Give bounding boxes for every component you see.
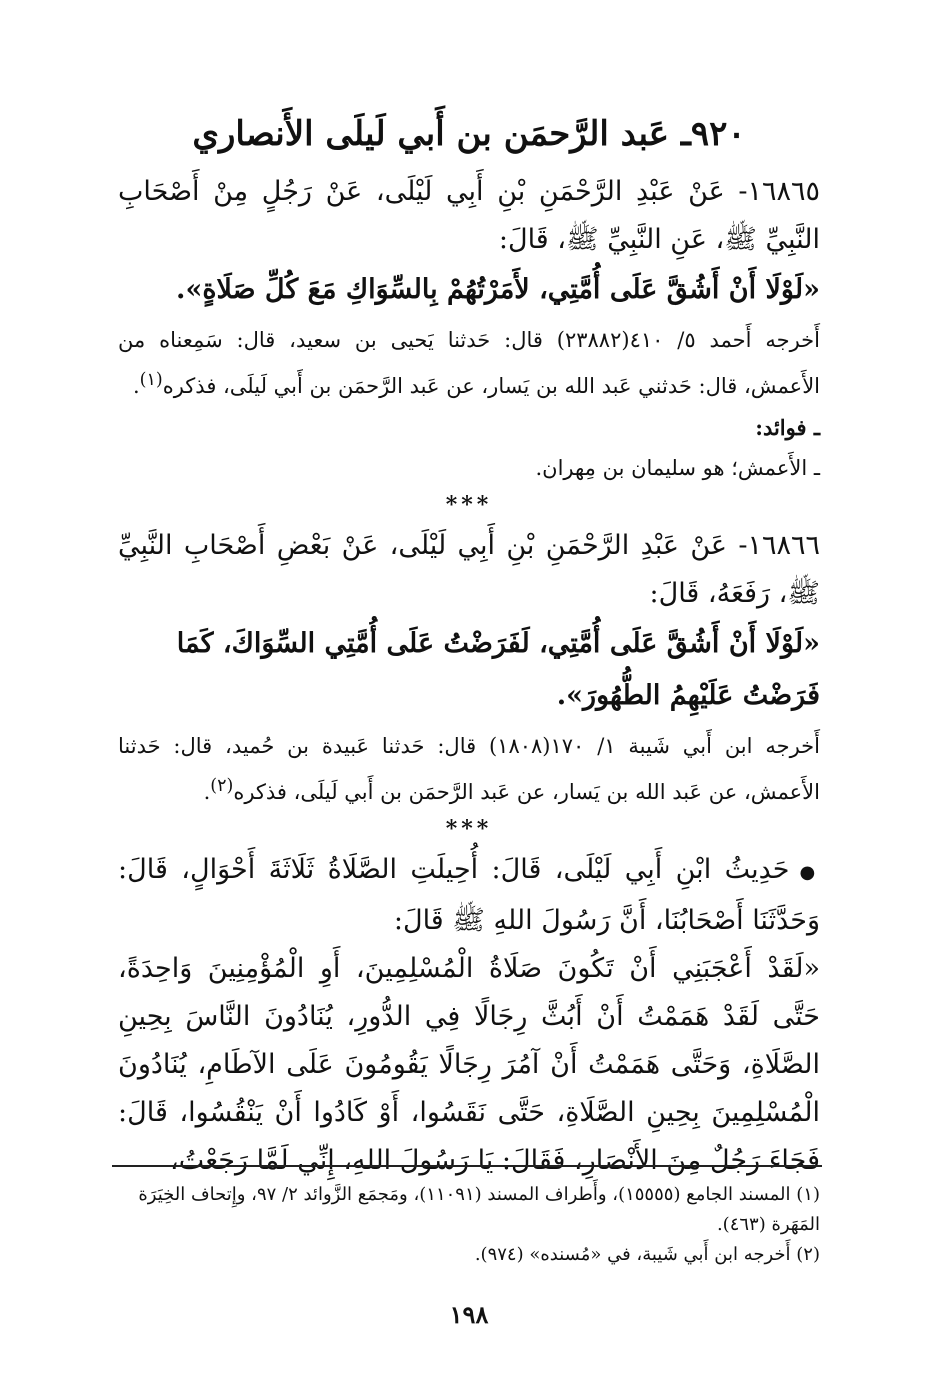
section-separator: *** — [445, 816, 493, 842]
takhrij-text: أَخرجه أَحمد ٥/ ٤١٠(٢٣٨٨٢) قال: حَدثنا يَحيى بن سعيد، قال: سَمِعناه من الأَعمش، قال: حَدثني عَبد الله بن يَسار، عن عَبد الرَّحمَن بن أَبي لَيلَى، فذكره — [118, 328, 820, 398]
page-number: ١٩٨ — [449, 1300, 489, 1329]
hadith-16866-isnad: ١٦٨٦٦- عَنْ عَبْدِ الرَّحْمَنِ بْنِ أَبِي لَيْلَى، عَنْ بَعْضِ أَصْحَابِ النَّبِيِّ ﷺ، رَفَعَهُ، قَالَ: — [118, 530, 820, 609]
hadith-16865-isnad: ١٦٨٦٥- عَنْ عَبْدِ الرَّحْمَنِ بْنِ أَبِي لَيْلَى، عَنْ رَجُلٍ مِنْ أَصْحَابِ النَّبِيِّ ﷺ، عَنِ النَّبِيِّ ﷺ، قَالَ: — [118, 176, 820, 255]
fawaid-item: ـ الأَعمش؛ هو سليمان بن مِهران. — [535, 456, 820, 480]
hadith-16865-takhrij: أَخرجه أَحمد ٥/ ٤١٠(٢٣٨٨٢) قال: حَدثنا يَحيى بن سعيد، قال: سَمِعناه من الأَعمش، قال: حَدثني عَبد الله بن يَسار، عن عَبد الرَّحمَن بن أَبي لَيلَى، فذكره$^{(١)}$. — [118, 328, 820, 398]
bullet-icon: ● — [799, 862, 820, 883]
takhrij-text: أَخرجه ابن أَبي شَيبة ١/ ١٧٠(١٨٠٨) قال: حَدثنا عَبيدة بن حُميد، قال: حَدثنا الأَعمش، عن عَبد الله بن يَسار، عن عَبد الرَّحمَن بن أَبي لَيلَى، فذكره — [118, 734, 820, 804]
hadith-16866-takhrij: أَخرجه ابن أَبي شَيبة ١/ ١٧٠(١٨٠٨) قال: حَدثنا عَبيدة بن حُميد، قال: حَدثنا الأَعمش، عن عَبد الله بن يَسار، عن عَبد الرَّحمَن بن أَبي لَيلَى، فذكره$^{(٢)}$. — [118, 734, 820, 804]
footnote-1: (١) المسند الجامع (١٥٥٥٥)، وأَطراف المسند (١١٠٩١)، ومَجمَع الزَّوائد ٢/ ٩٧، وإِتحاف الخِيَرَة المَهَرة (٤٦٣). — [138, 1184, 820, 1235]
footnote-ref-1[interactable]: (١) — [139, 370, 163, 390]
hadith-ibn-abi-layla-intro — [118, 846, 820, 945]
footnote-divider — [112, 1165, 822, 1167]
chapter-title: ٩٢٠ـ عَبد الرَّحمَن بن أَبي لَيلَى الأَنصاري — [192, 114, 746, 154]
hadith-16866-matn: «لَوْلَا أَنْ أَشُقَّ عَلَى أُمَّتِي، لَفَرَضْتُ عَلَى أُمَّتِي السِّوَاكَ، كَمَا فَرَضْتُ عَلَيْهِمُ الطُّهُورَ». — [176, 628, 820, 711]
footnote-ref-2[interactable]: (٢) — [210, 776, 234, 796]
footnotes — [118, 1180, 820, 1270]
hadith-16865-matn: «لَوْلَا أَنْ أَشُقَّ عَلَى أُمَّتِي، لأَمَرْتُهُمْ بِالسِّوَاكِ مَعَ كُلِّ صَلَاةٍ». — [176, 274, 820, 305]
intro-text: حَدِيثُ ابْنِ أَبِي لَيْلَى، قَالَ: أُحِيلَتِ الصَّلَاةُ ثَلَاثَةَ أَحْوَالٍ، قَالَ: وَحَدَّثَنَا أَصْحَابُنَا، أَنَّ رَسُولَ اللهِ ﷺ قَالَ: — [118, 854, 820, 936]
fawaid-heading: ـ فوائد: — [755, 415, 820, 440]
footnote-2: (٢) أَخرجه ابن أَبي شَيبة، في «مُسنده» (٩٧٤). — [474, 1244, 820, 1265]
hadith-ibn-abi-layla-matn: «لَقَدْ أَعْجَبَنِي أَنْ تَكُونَ صَلَاةُ الْمُسْلِمِينَ، أَوِ الْمُؤْمِنِينَ وَاحِدَةً، حَتَّى لَقَدْ هَمَمْتُ أَنْ أَبُثَّ رِجَالًا فِي الدُّورِ، يُنَادُونَ النَّاسَ بِحِينِ الصَّلَاةِ، وَحَتَّى هَمَمْتُ أَنْ آمُرَ رِجَالًا يَقُومُونَ عَلَى الآطَامِ، يُنَادُونَ الْمُسْلِمِينَ بِحِينِ الصَّلَاةِ، حَتَّى نَقَسُوا، أَوْ كَادُوا أَنْ يَنْقُسُوا، قَالَ: فَجَاءَ رَجُلٌ مِنَ الأَنْصَارِ، فَقَالَ: يَا رَسُولَ اللهِ، إِنِّي لَمَّا رَجَعْتُ، — [118, 953, 820, 1176]
section-separator: *** — [445, 492, 493, 518]
